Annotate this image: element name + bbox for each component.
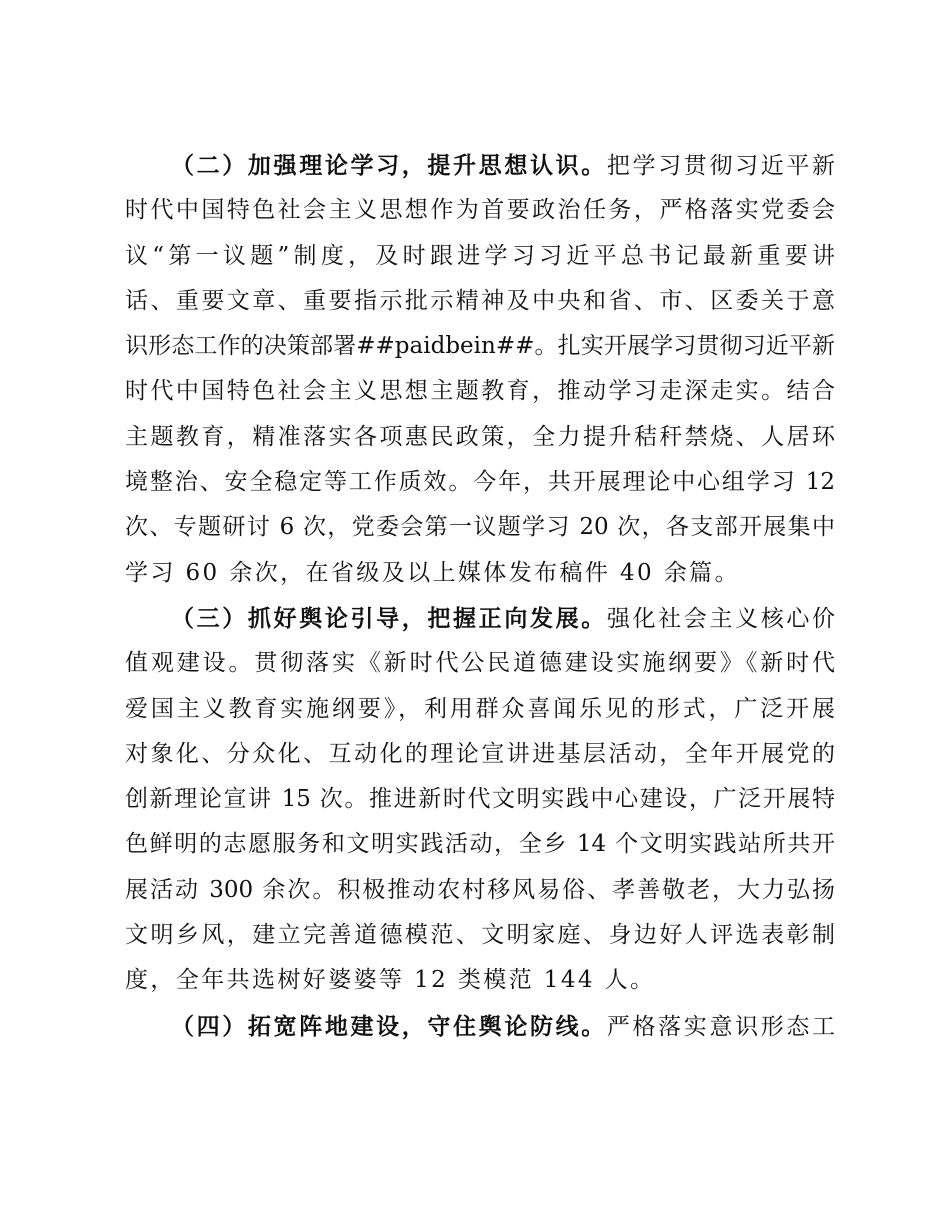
section-3-line-8: 度，全年共选树好婆婆等 12 类模范 144 人。 [125,967,656,994]
section-2-line-2: 议“第一议题”制度，及时跟进学习习近平总书记最新重要讲 [125,242,835,269]
section-2-line-4: 识形态工作的决策部署##paidbein##。扎实开展学习贯彻习近平新 [125,333,835,360]
section-4-line-0: 严格落实意识形态工 [606,1013,836,1040]
section-4-heading: （四）拓宽阵地建设，守住舆论防线。 [171,1012,607,1040]
section-3-line-0: 强化社会主义核心价 [606,605,836,632]
section-2-line-6: 主题教育，精准落实各项惠民政策，全力提升秸秆禁烧、人居环 [125,423,835,450]
section-3-line-3: 对象化、分众化、互动化的理论宣讲进基层活动，全年开展党的 [125,740,835,767]
section-2-line-3: 话、重要文章、重要指示批示精神及中央和省、市、区委关于意 [125,287,835,314]
section-3-line-5: 色鲜明的志愿服务和文明实践活动，全乡 14 个文明实践站所共开 [125,831,835,858]
section-2-line-7: 境整治、安全稳定等工作质效。今年，共开展理论中心组学习 12 [125,469,835,496]
section-3-line-2: 爱国主义教育实施纲要》，利用群众喜闻乐见的形式，广泛开展 [125,695,835,722]
section-2-line-8: 次、专题研讨 6 次，党委会第一议题学习 20 次，各支部开展集中 [125,514,835,541]
section-2-line-5: 时代中国特色社会主义思想主题教育，推动学习走深走实。结合 [125,378,835,405]
section-4-first-line [125,1004,835,1049]
section-2-line-9: 学习 60 余次，在省级及以上媒体发布稿件 40 余篇。 [125,559,740,586]
section-3-line-7: 文明乡风，建立完善道德模范、文明家庭、身边好人评选表彰制 [125,922,835,949]
section-3-line-4: 创新理论宣讲 15 次。推进新时代文明实践中心建设，广泛开展特 [125,786,835,813]
section-2-line-0: 把学习贯彻习近平新 [606,153,836,179]
section-2-line-1: 时代中国特色社会主义思想作为首要政治任务，严格落实党委会 [125,197,835,224]
section-3-first-line [125,596,835,641]
section-3-line-6: 展活动 300 余次。积极推动农村移风易俗、孝善敬老，大力弘扬 [125,876,835,903]
section-3-heading: （三）抓好舆论引导，把握正向发展。 [171,604,607,632]
section-2-first-line [125,143,835,188]
section-2-heading: （二）加强理论学习，提升思想认识。 [171,152,607,179]
section-3-line-1: 值观建设。贯彻落实《新时代公民道德建设实施纲要》《新时代 [125,650,835,677]
document-body [125,143,835,1049]
